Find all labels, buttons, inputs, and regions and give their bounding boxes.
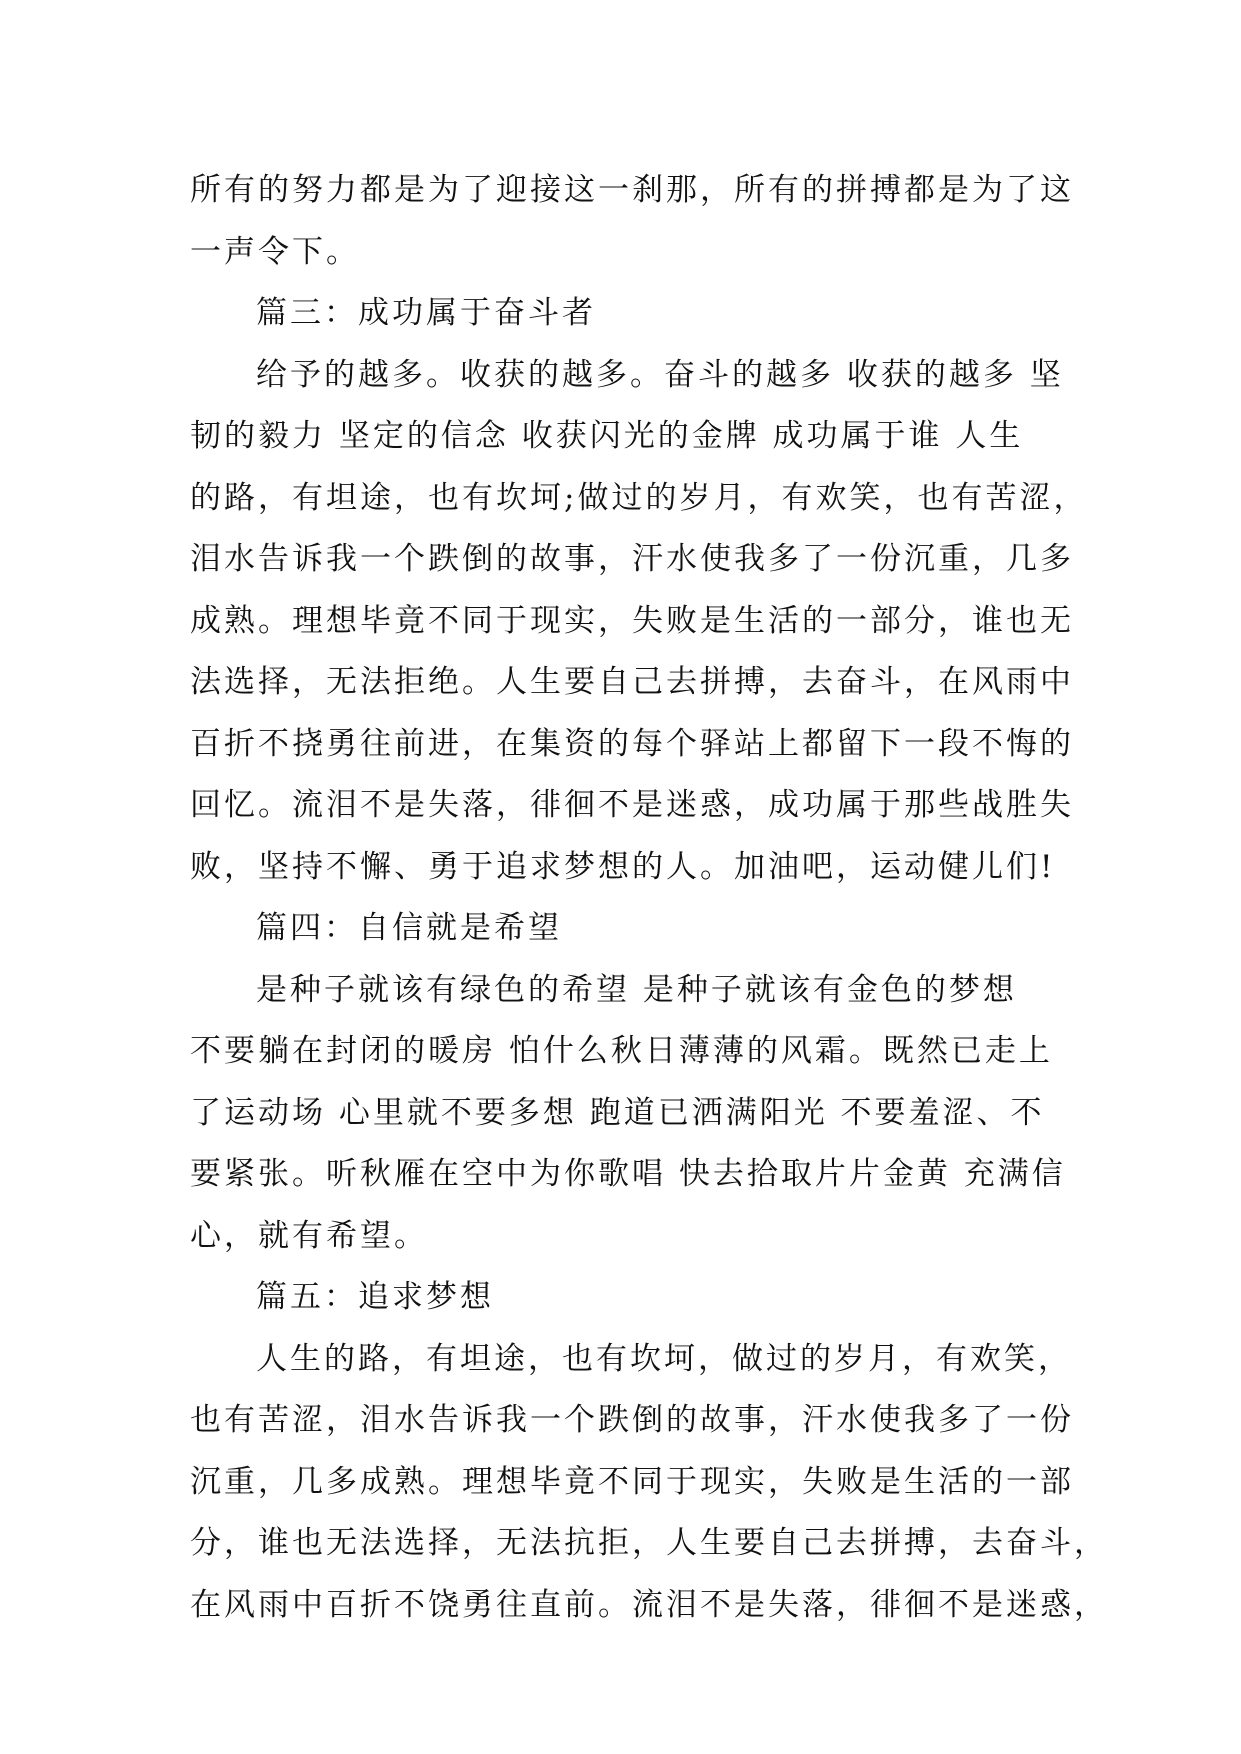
text-line: 法选择，无法拒绝。人生要自己去拼搏，去奋斗，在风雨中 (190, 664, 1074, 700)
text-line: 的路，有坦途，也有坎坷;做过的岁月，有欢笑，也有苦涩， (190, 479, 1088, 516)
section-heading: 篇四：自信就是希望 (256, 910, 562, 946)
text-line: 在风雨中百折不饶勇往直前。流泪不是失落，徘徊不是迷惑， (190, 1586, 1108, 1623)
section-heading: 篇三：成功属于奋斗者 (256, 295, 596, 331)
text-line: 沉重，几多成熟。理想毕竟不同于现实，失败是生活的一部 (190, 1463, 1074, 1500)
text-line: 也有苦涩，泪水告诉我一个跌倒的故事，汗水使我多了一份 (190, 1402, 1074, 1438)
text-line: 败，坚持不懈、勇于追求梦想的人。加油吧，运动健儿们! (190, 848, 1056, 885)
text-line: 泪水告诉我一个跌倒的故事，汗水使我多了一份沉重，几多 (190, 541, 1074, 577)
text-line: 心，就有希望。 (190, 1217, 428, 1254)
text-line: 分，谁也无法选择，无法抗拒，人生要自己去拼搏，去奋斗， (190, 1525, 1108, 1561)
text-line: 是种子就该有绿色的希望 是种子就该有金色的梦想 (256, 971, 1017, 1008)
text-line: 韧的毅力 坚定的信念 收获闪光的金牌 成功属于谁 人生 (190, 418, 1024, 454)
document-body (190, 160, 1108, 1636)
text-line: 百折不挠勇往前进，在集资的每个驿站上都留下一段不悔的 (190, 725, 1074, 762)
text-line: 成熟。理想毕竟不同于现实，失败是生活的一部分，谁也无 (190, 602, 1074, 639)
text-line: 不要躺在封闭的暖房 怕什么秋日薄薄的风霜。既然已走上 (190, 1033, 1053, 1069)
text-line: 了运动场 心里就不要多想 跑道已洒满阳光 不要羞涩、不 (190, 1094, 1045, 1131)
text-line: 一声令下。 (190, 233, 360, 270)
text-line: 回忆。流泪不是失落，徘徊不是迷惑，成功属于那些战胜失 (190, 787, 1074, 823)
text-line: 所有的努力都是为了迎接这一刹那，所有的拼搏都是为了这 (190, 172, 1074, 208)
section-heading: 篇五：追求梦想 (256, 1279, 494, 1315)
text-line: 要紧张。听秋雁在空中为你歌唱 快去拾取片片金黄 充满信 (190, 1156, 1066, 1192)
text-line: 人生的路，有坦途，也有坎坷，做过的岁月，有欢笑， (256, 1340, 1072, 1377)
text-line: 给予的越多。收获的越多。奋斗的越多 收获的越多 坚 (256, 356, 1064, 393)
